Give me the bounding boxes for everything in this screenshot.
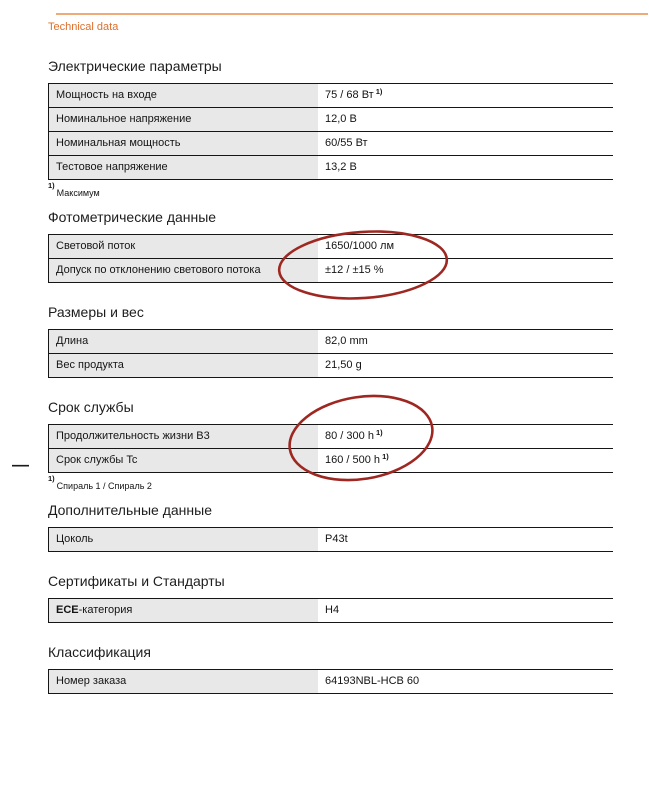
row-value-text: 82,0 mm (325, 335, 368, 347)
row-value (318, 670, 613, 693)
section-heading: Сертификаты и Стандарты (48, 573, 225, 589)
section-heading: Классификация (48, 644, 151, 660)
row-label (49, 259, 318, 282)
row-value-superscript: 1) (375, 87, 383, 96)
footnote-superscript: 1) (48, 474, 55, 483)
row-value (318, 108, 613, 131)
table-row (49, 132, 613, 156)
data-table (48, 598, 613, 623)
section-heading: Электрические параметры (48, 58, 222, 74)
section-dimensions (48, 304, 612, 378)
data-table (48, 234, 613, 283)
header-accent-rule (56, 13, 648, 15)
section-photometric (48, 209, 612, 283)
row-value-superscript: 1) (375, 428, 383, 437)
row-value (318, 84, 613, 107)
section-heading: Дополнительные данные (48, 502, 212, 518)
row-label-bold: ECE (56, 604, 79, 616)
row-label (49, 235, 318, 258)
row-label (49, 528, 318, 551)
row-label-text: Номер заказа (56, 675, 127, 687)
table-footnote (48, 181, 612, 199)
row-label-text: Допуск по отклонению светового потока (56, 264, 261, 276)
table-row (49, 330, 613, 354)
data-table (48, 424, 613, 473)
row-value-text: 60/55 Вт (325, 137, 368, 149)
row-label-text: Срок службы Tc (56, 454, 138, 466)
row-value (318, 132, 613, 155)
section-electrical (48, 58, 612, 199)
row-value-text: ±12 / ±15 % (325, 264, 384, 276)
table-row (49, 599, 613, 623)
row-value-text: 12,0 В (325, 113, 357, 125)
section-heading: Фотометрические данные (48, 209, 217, 225)
table-row (49, 449, 613, 473)
row-label-text: Тестовое напряжение (56, 161, 168, 173)
table-row (49, 670, 613, 694)
row-value-text: 80 / 300 h (325, 430, 374, 442)
section-additional (48, 502, 612, 552)
row-label-text: Цоколь (56, 533, 94, 545)
row-label (49, 670, 318, 693)
section-heading: Срок службы (48, 399, 134, 415)
row-label (49, 132, 318, 155)
row-label-text: -категория (78, 604, 133, 616)
footnote-superscript: 1) (48, 181, 55, 190)
technical-data-content (48, 50, 612, 694)
row-label-text: Световой поток (56, 240, 136, 252)
section-classification (48, 644, 612, 694)
table-row (49, 425, 613, 449)
margin-dash-annotation: — (12, 455, 29, 474)
row-label-text: Номинальная мощность (56, 137, 181, 149)
row-value (318, 235, 613, 258)
row-value-text: 1650/1000 лм (325, 240, 395, 252)
row-value (318, 599, 613, 622)
row-value-text: 160 / 500 h (325, 454, 381, 466)
data-table (48, 329, 613, 378)
row-value (318, 425, 613, 448)
footnote-text: Максимум (56, 188, 100, 198)
row-value-text: H4 (325, 604, 340, 616)
row-label (49, 425, 318, 448)
footnote-text: Спираль 1 / Спираль 2 (56, 481, 152, 491)
table-footnote (48, 474, 612, 492)
row-label (49, 599, 318, 622)
table-row (49, 235, 613, 259)
row-label (49, 330, 318, 353)
table-row (49, 84, 613, 108)
row-value (318, 354, 613, 377)
row-label (49, 84, 318, 107)
row-value (318, 259, 613, 282)
data-table (48, 527, 613, 552)
table-row (49, 259, 613, 283)
row-value-text: P43t (325, 533, 348, 545)
row-label-text: Продолжительность жизни B3 (56, 430, 210, 442)
row-label-text: Вес продукта (56, 359, 124, 371)
row-value-text: 64193NBL-HCB 60 (325, 675, 420, 687)
row-label (49, 108, 318, 131)
row-label-text: Длина (56, 335, 89, 347)
row-value-text: 13,2 В (325, 161, 357, 173)
page-title: Technical data (48, 21, 119, 33)
row-value (318, 156, 613, 179)
row-value-text: 75 / 68 Вт (325, 89, 374, 101)
row-label (49, 449, 318, 472)
row-label (49, 156, 318, 179)
row-value-text: 21,50 g (325, 359, 362, 371)
row-value (318, 528, 613, 551)
row-label-text: Номинальное напряжение (56, 113, 192, 125)
section-certificates (48, 573, 612, 623)
row-value-superscript: 1) (382, 452, 389, 461)
row-label (49, 354, 318, 377)
section-heading: Размеры и вес (48, 304, 144, 320)
section-lifespan (48, 399, 612, 492)
table-row (49, 156, 613, 180)
table-row (49, 108, 613, 132)
table-row (49, 528, 613, 552)
row-label-text: Мощность на входе (56, 89, 157, 101)
data-table (48, 669, 613, 694)
row-value (318, 449, 613, 472)
data-table (48, 83, 613, 180)
row-value (318, 330, 613, 353)
table-row (49, 354, 613, 378)
